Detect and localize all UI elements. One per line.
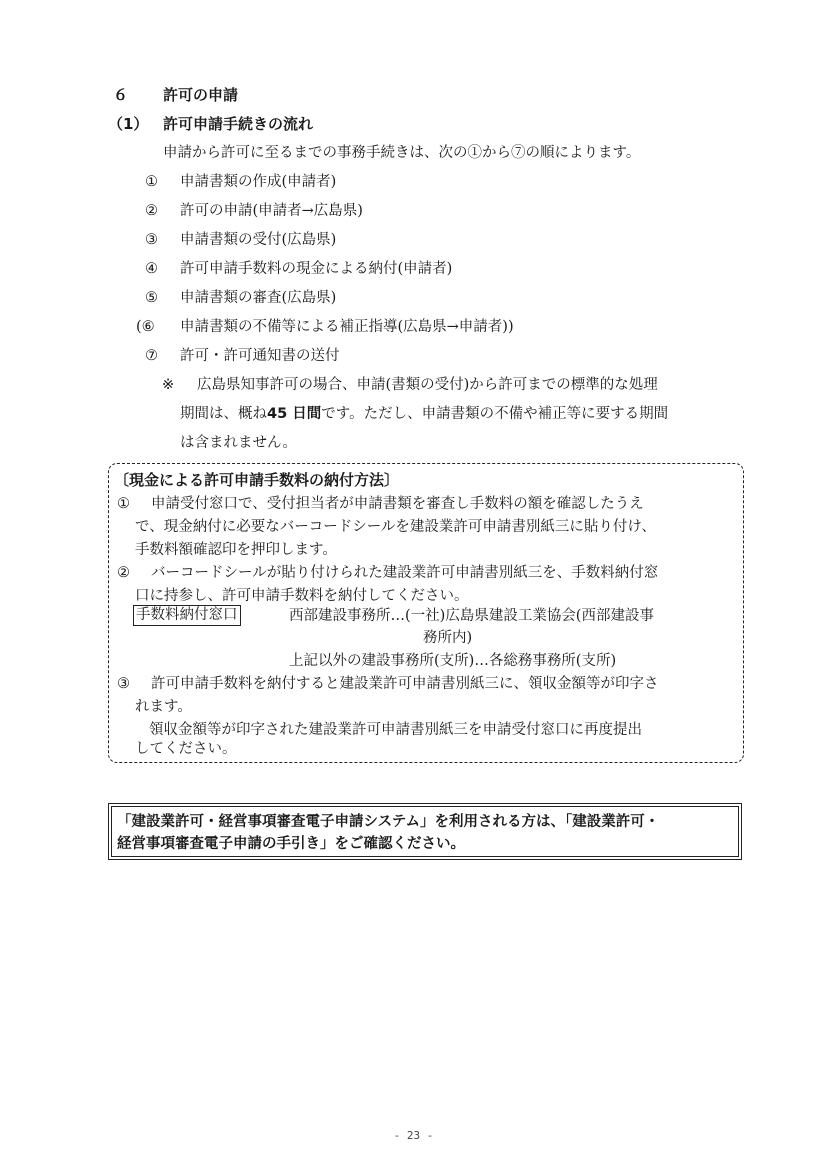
payment-item-1-marker: ① bbox=[117, 496, 130, 512]
note-marker: ※ bbox=[162, 377, 175, 393]
step-marker: (⑥ bbox=[136, 319, 155, 335]
payment-item-3-line-4: してください。 bbox=[135, 741, 237, 757]
subsection-number: （1） bbox=[108, 115, 149, 133]
step-text: 申請書類の審査(広島県) bbox=[180, 290, 337, 306]
payment-item-3-line-1: 許可申請手数料を納付すると建設業許可申請書別紙三に、領収金額等が印字さ bbox=[151, 676, 659, 692]
step-text: 許可・許可通知書の送付 bbox=[180, 348, 340, 364]
payment-item-1-line-3: 手数料額確認印を押印します。 bbox=[135, 542, 337, 558]
payment-item-2-line-2: 口に持参し、許可申請手数料を納付してください。 bbox=[135, 588, 469, 604]
payment-item-3-line-3: 領収金額等が印字された建設業許可申請書別紙三を申請受付窓口に再度提出 bbox=[149, 722, 642, 738]
note-line-2-post: です。ただし、申請書類の不備や補正等に要する期間 bbox=[321, 406, 669, 422]
payment-item-1-line-1: 申請受付窓口で、受付担当者が申請書類を審査し手数料の額を確認したうえ bbox=[151, 496, 644, 512]
step-marker: ④ bbox=[145, 261, 158, 277]
step-marker: ⑦ bbox=[145, 348, 158, 364]
note-line-2-pre: 期間は、概ね bbox=[180, 406, 267, 422]
payment-window-row-2: 上記以外の建設事務所(支所)…各総務事務所(支所) bbox=[289, 653, 617, 669]
step-text: 申請書類の作成(申請者) bbox=[180, 174, 337, 190]
step-marker: ② bbox=[145, 203, 158, 219]
notice-line-2: 経営事項審査電子申請の手引き」をご確認ください。 bbox=[117, 836, 465, 852]
note-line-3: は含まれません。 bbox=[180, 435, 297, 451]
step-marker: ③ bbox=[145, 232, 158, 248]
payment-window-row-1: 西部建設事務所…(一社)広島県建設工業協会(西部建設事 bbox=[289, 608, 654, 624]
payment-window-row-1b: 務所内) bbox=[423, 630, 473, 646]
note-line-2 bbox=[180, 404, 668, 424]
payment-heading: 〔現金による許可申請手数料の納付方法〕 bbox=[114, 471, 400, 489]
note-line-1: 広島県知事許可の場合、申請(書類の受付)から許可までの標準的な処理 bbox=[197, 377, 658, 393]
section-number: ６ bbox=[113, 86, 129, 104]
step-text: 申請書類の不備等による補正指導(広島県→申請者)) bbox=[180, 319, 514, 335]
step-marker: ⑤ bbox=[145, 290, 158, 306]
step-text: 許可申請手数料の現金による納付(申請者) bbox=[180, 261, 453, 277]
payment-item-3-marker: ③ bbox=[117, 676, 130, 692]
payment-item-3-line-2: れます。 bbox=[135, 699, 192, 715]
page-number: - 23 - bbox=[393, 1129, 434, 1142]
payment-item-1-line-2: で、現金納付に必要なバーコードシールを建設業許可申請書別紙三に貼り付け、 bbox=[135, 519, 656, 535]
step-text: 許可の申請(申請者→広島県) bbox=[180, 203, 363, 219]
step-marker: ① bbox=[145, 174, 158, 190]
payment-window-label: 手数料納付窓口 bbox=[133, 605, 241, 626]
note-period-bold: 45 日間 bbox=[267, 406, 322, 422]
notice-line-1: 「建設業許可・経営事項審査電子申請システム」を利用される方は、「建設業許可・ bbox=[117, 814, 660, 830]
step-text: 申請書類の受付(広島県) bbox=[180, 232, 337, 248]
payment-item-2-line-1: バーコードシールが貼り付けられた建設業許可申請書別紙三を、手数料納付窓 bbox=[151, 565, 659, 581]
payment-item-2-marker: ② bbox=[117, 565, 130, 581]
section-title: 許可の申請 bbox=[163, 86, 239, 104]
subsection-title: 許可申請手続きの流れ bbox=[163, 115, 314, 133]
intro-text: 申請から許可に至るまでの事務手続きは、次の①から⑦の順によります。 bbox=[163, 145, 641, 161]
